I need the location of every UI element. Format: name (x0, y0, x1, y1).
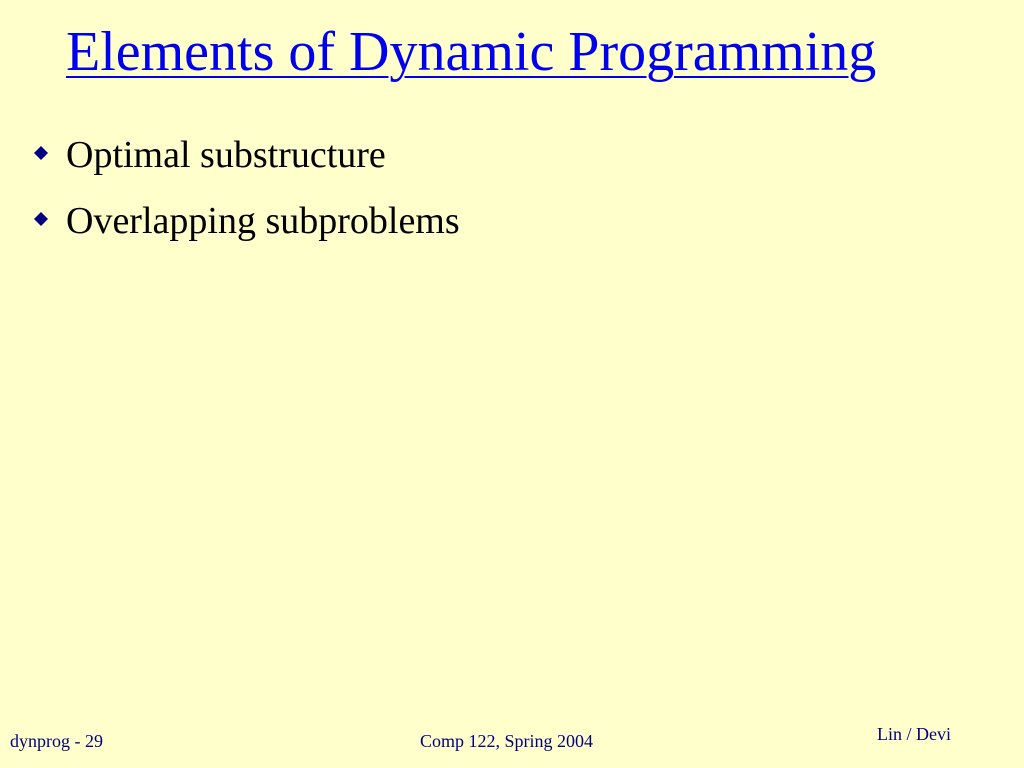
footer-authors: Lin / Devi (877, 724, 951, 744)
bullet-item (30, 122, 460, 188)
bullet-item (30, 188, 460, 254)
bullet-text: Optimal substructure (66, 134, 386, 176)
footer-course: Comp 122, Spring 2004 (420, 731, 594, 751)
slide-title: Elements of Dynamic Programming (66, 21, 877, 83)
footer-slide-number: dynprog - 29 (10, 731, 103, 751)
diamond-bullet-icon (34, 146, 48, 160)
diamond-bullet-icon (34, 212, 48, 226)
bullet-list (30, 122, 460, 254)
bullet-text: Overlapping subproblems (66, 200, 460, 242)
